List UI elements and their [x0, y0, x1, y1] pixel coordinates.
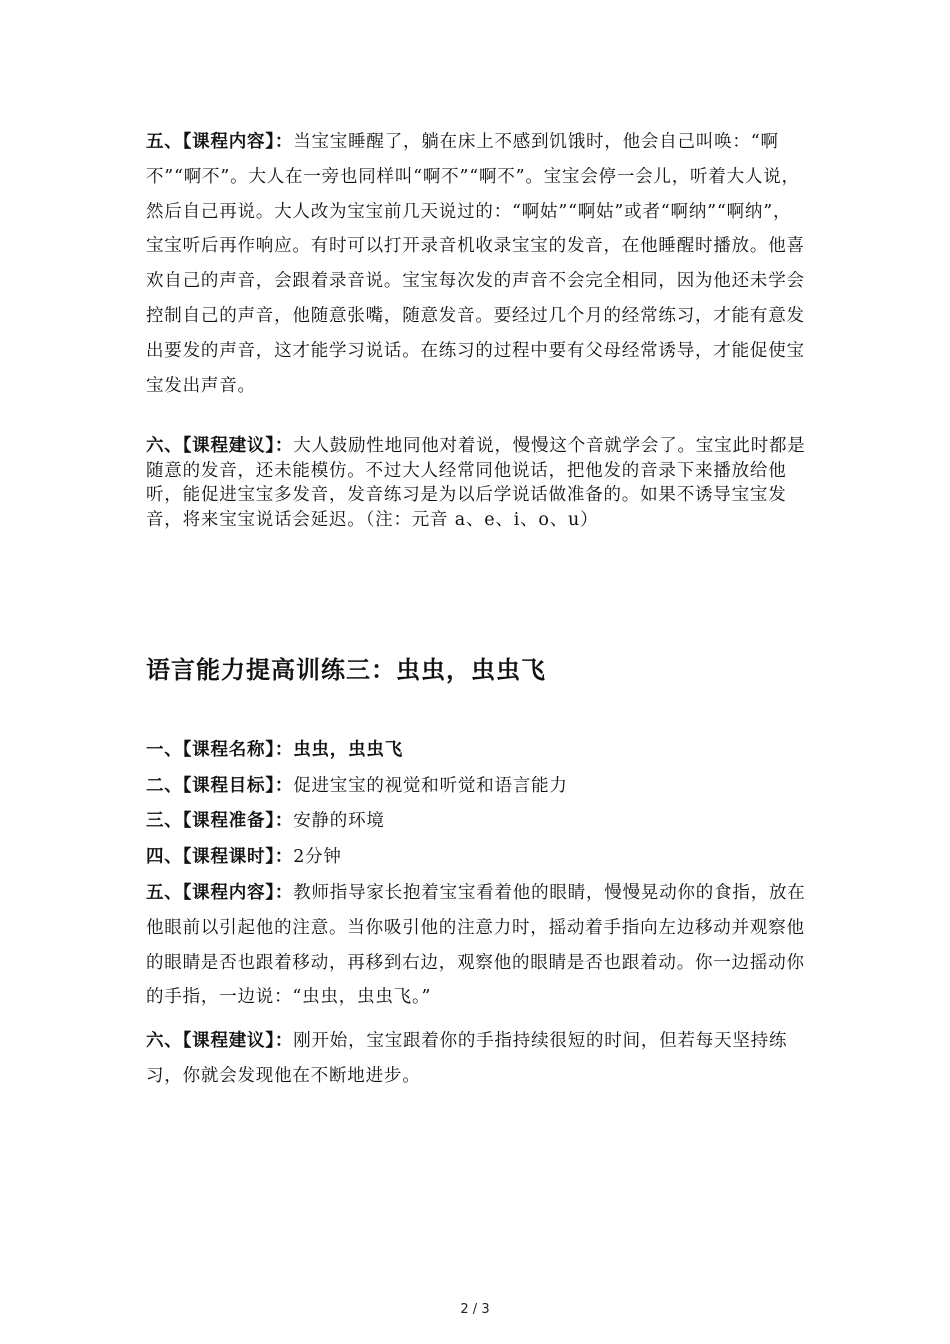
advice-label: 六、【课程建议】：: [146, 436, 294, 456]
section-b-content-text: 教师指导家长抱着宝宝看着他的眼睛，慢慢晃动你的食指，放在他眼前以引起他的注意。当你吸引他的注意力时，摇动着手指向左边移动并观察他的眼睛是否也跟着移动，再移到右边，观察他的眼睛是否也跟着动。你一边摇动你的手指，一边说：“虫虫，虫虫飞。”: [146, 883, 806, 1008]
course-goal-row: [146, 769, 806, 805]
course-goal-label: 二、【课程目标】：: [146, 775, 294, 796]
section-a-content: [146, 125, 806, 403]
course-prep-row: [146, 804, 806, 840]
section-b-advice: [146, 1024, 806, 1094]
section-b-content: [146, 876, 806, 1015]
course-name-row: [146, 733, 806, 769]
course-name-value: 虫虫，虫虫飞: [293, 740, 404, 760]
content-label: 五、【课程内容】：: [146, 132, 294, 152]
advice-text: 大人鼓励性地同他对着说，慢慢这个音就学会了。宝宝此时都是随意的发音，还未能模仿。不过大人经常同他说话，把他发的音录下来播放给他听，能促进宝宝多发音，发音练习是为以后学说话做准备的。如果不诱导宝宝发音，将来宝宝说话会延迟。（注：元音 a、e、i、o、u）: [146, 436, 806, 530]
advice-paragraph: [146, 434, 806, 532]
section-title: 语言能力提高训练三：虫虫，虫虫飞: [146, 656, 546, 684]
course-name-label: 一、【课程名称】：: [146, 740, 294, 760]
content-text: 当宝宝睡醒了，躺在床上不感到饥饿时，他会自己叫唤：“啊不”“啊不”。大人在一旁也同样叫“啊不”“啊不”。宝宝会停一会儿，听着大人说，然后自己再说。大人改为宝宝前几天说过的：“啊姑”“啊姑”或者“啊纳”“啊纳”，宝宝听后再作响应。有时可以打开录音机收录宝宝的发音，在他睡醒时播放。他喜欢自己的声音，会跟着录音说。宝宝每次发的声音不会完全相同，因为他还未学会控制自己的声音，他随意张嘴，随意发音。要经过几个月的经常练习，才能有意发出要发的声音，这才能学习说话。在练习的过程中要有父母经常诱导，才能促使宝宝发出声音。: [146, 132, 805, 396]
section-b-advice-label: 六、【课程建议】：: [146, 1031, 294, 1051]
section-b-advice-text: 刚开始，宝宝跟着你的手指持续很短的时间，但若每天坚持练习，你就会发现他在不断地进步。: [146, 1031, 788, 1086]
course-prep-value: 安静的环境: [293, 811, 385, 831]
section-b-fields: [146, 733, 806, 875]
section-a-advice: [146, 434, 806, 532]
section-b-content-paragraph: [146, 876, 806, 1015]
course-prep-label: 三、【课程准备】：: [146, 811, 294, 831]
content-paragraph: [146, 125, 806, 403]
course-time-value: 2分钟: [293, 846, 342, 867]
course-time-label: 四、【课程课时】：: [146, 846, 294, 867]
page-number: 2 / 3: [460, 1302, 490, 1317]
section-b-content-label: 五、【课程内容】：: [146, 883, 294, 903]
course-time-row: [146, 840, 806, 876]
course-goal-value: 促进宝宝的视觉和听觉和语言能力: [293, 775, 568, 796]
section-b-advice-paragraph: [146, 1024, 806, 1094]
